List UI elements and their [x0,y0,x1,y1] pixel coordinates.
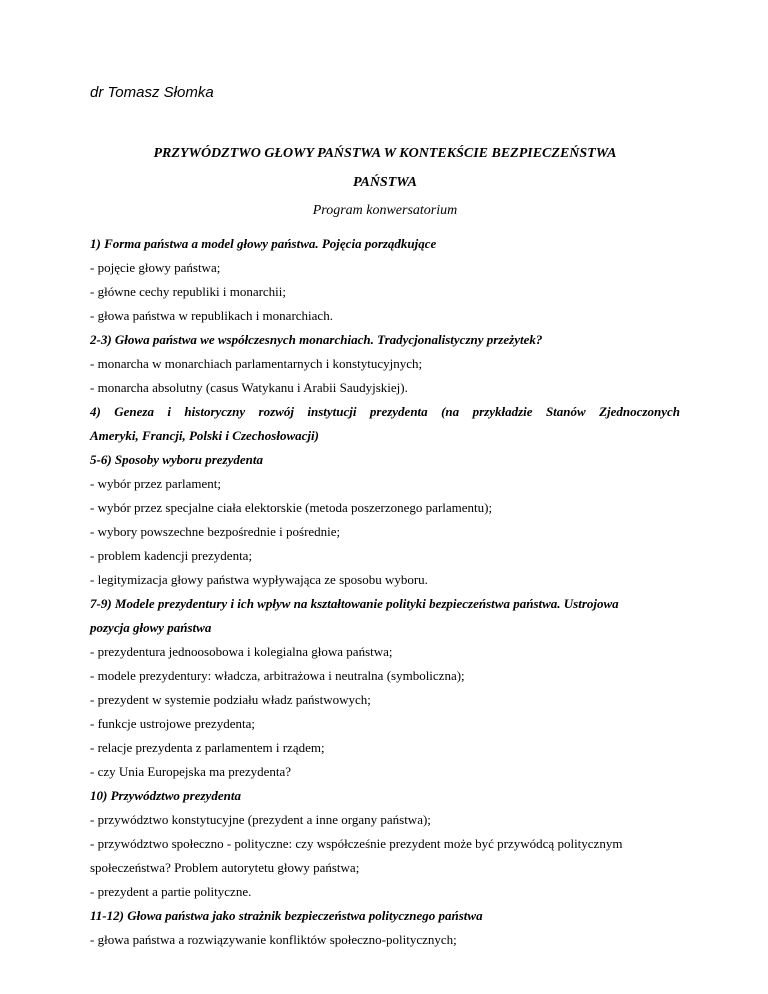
list-item: - legitymizacja głowy państwa wypływająca ze sposobu wyboru. [90,572,428,587]
list-item: - główne cechy republiki i monarchii; [90,284,287,299]
list-item: - prezydentura jednoosobowa i kolegialna głowa państwa; [90,644,393,659]
section-heading: 5-6) Sposoby wyboru prezydenta [90,452,263,467]
document-title-line-2: PAŃSTWA [352,175,418,190]
list-item: społeczeństwa? Problem autorytetu głowy państwa; [90,860,360,875]
list-item: - pojęcie głowy państwa; [90,260,221,275]
program-content [90,236,680,956]
list-item: - czy Unia Europejska ma prezydenta? [90,764,292,779]
list-item: - wybory powszechne bezpośrednie i pośrednie; [90,524,341,539]
list-item: - prezydent a partie polityczne. [90,884,252,899]
list-item: - relacje prezydenta z parlamentem i rządem; [90,740,325,755]
list-item: - problem kadencji prezydenta; [90,548,253,563]
list-item: - wybór przez parlament; [90,476,222,491]
list-item: - głowa państwa a rozwiązywanie konfliktów społeczno-politycznych; [90,932,457,947]
list-item: - przywództwo społeczno - polityczne: czy współcześnie prezydent może być przywódcą politycznym [90,836,623,851]
list-item: - modele prezydentury: władcza, arbitrażowa i neutralna (symboliczna); [90,668,465,683]
section-heading: Ameryki, Francji, Polski i Czechosłowacji) [90,428,319,443]
list-item: - monarcha w monarchiach parlamentarnych i konstytucyjnych; [90,356,423,371]
section-heading: 10) Przywództwo prezydenta [90,788,241,803]
section-heading: pozycja głowy państwa [90,620,212,635]
list-item: - funkcje ustrojowe prezydenta; [90,716,255,731]
section-heading: 7-9) Modele prezydentury i ich wpływ na kształtowanie polityki bezpieczeństwa państwa. Ustrojowa [90,596,619,611]
document-title-line-1: PRZYWÓDZTWO GŁOWY PAŃSTWA W KONTEKŚCIE BEZPIECZEŃSTWA [153,146,617,161]
section-heading: 1) Forma państwa a model głowy państwa. Pojęcia porządkujące [90,236,437,251]
section-heading: 2-3) Głowa państwa we współczesnych monarchiach. Tradycjonalistyczny przeżytek? [90,332,543,347]
list-item: - wybór przez specjalne ciała elektorskie (metoda poszerzonego parlamentu); [90,500,493,515]
author-name: dr Tomasz Słomka [90,84,214,101]
list-item: - monarcha absolutny (casus Watykanu i Arabii Saudyjskiej). [90,380,408,395]
document-subtitle: Program konwersatorium [312,203,458,218]
list-item: - przywództwo konstytucyjne (prezydent a inne organy państwa); [90,812,431,827]
section-heading: 4) Geneza i historyczny rozwój instytucji prezydenta (na przykładzie Stanów Zjednoczonych [90,404,680,419]
list-item: - prezydent w systemie podziału władz państwowych; [90,692,371,707]
section-heading: 11-12) Głowa państwa jako strażnik bezpieczeństwa politycznego państwa [90,908,483,923]
list-item: - głowa państwa w republikach i monarchiach. [90,308,333,323]
